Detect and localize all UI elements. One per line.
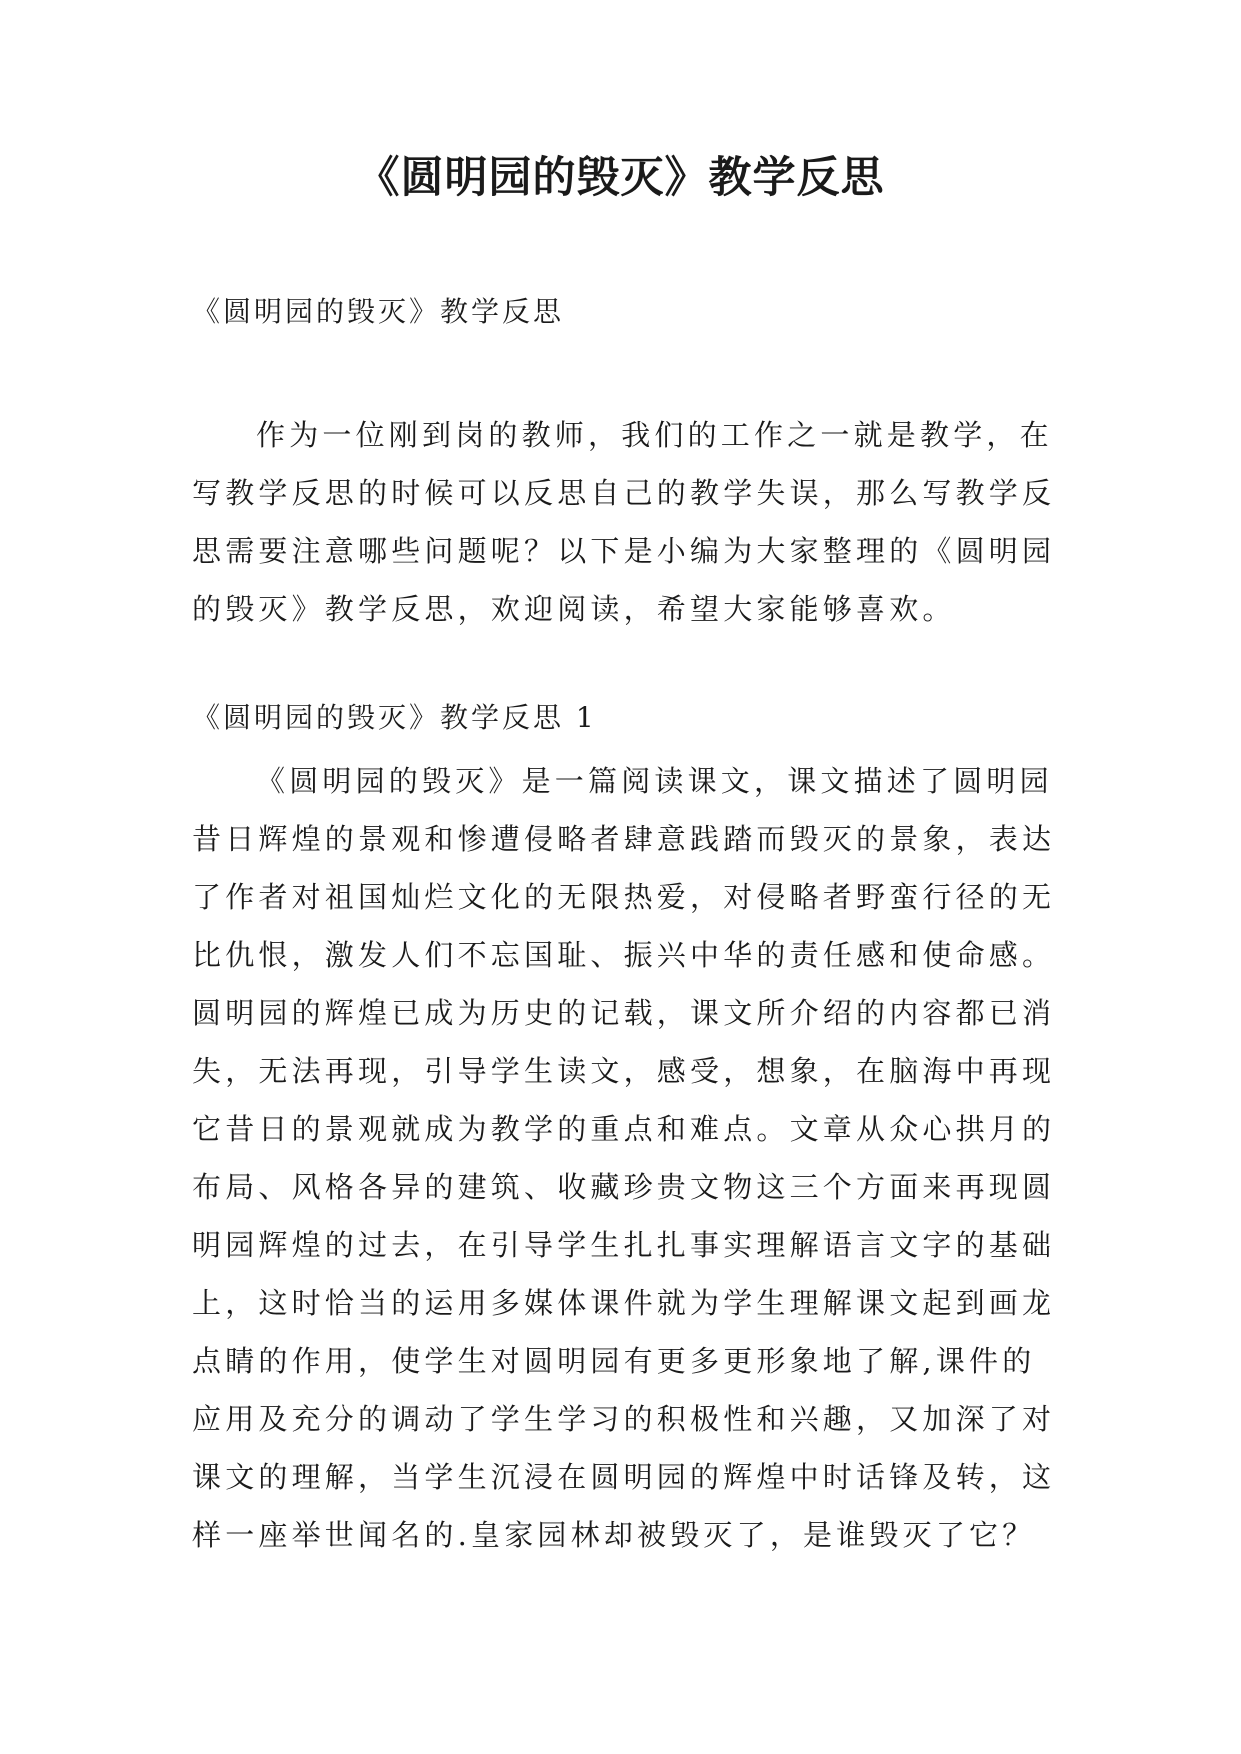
body-line: 课文的理解，当学生沉浸在圆明园的辉煌中时话锋及转，这	[192, 1460, 1056, 1494]
body-line: 圆明园的辉煌已成为历史的记载，课文所介绍的内容都已消	[192, 996, 1056, 1030]
intro-line: 的毁灭》教学反思，欢迎阅读，希望大家能够喜欢。	[192, 592, 956, 626]
body-line: 布局、风格各异的建筑、收藏珍贵文物这三个方面来再现圆	[192, 1170, 1056, 1204]
section-heading: 《圆明园的毁灭》教学反思 1	[192, 701, 597, 734]
body-line: 《圆明园的毁灭》是一篇阅读课文，课文描述了圆明园	[256, 764, 1053, 798]
body-line: 样一座举世闻名的.皇家园林却被毁灭了，是谁毁灭了它？	[192, 1518, 1036, 1552]
body-line: 昔日辉煌的景观和惨遭侵略者肆意践踏而毁灭的景象，表达	[192, 822, 1056, 856]
body-line: 它昔日的景观就成为教学的重点和难点。文章从众心拱月的	[192, 1112, 1056, 1146]
document-title: 《圆明园的毁灭》教学反思	[356, 153, 885, 203]
body-line: 比仇恨，激发人们不忘国耻、振兴中华的责任感和使命感。	[192, 938, 1056, 972]
intro-line: 思需要注意哪些问题呢？以下是小编为大家整理的《圆明园	[192, 534, 1056, 568]
body-paragraph	[192, 752, 1072, 1564]
body-line: 点睛的作用，使学生对圆明园有更多更形象地了解,课件的	[192, 1344, 1036, 1378]
body-line: 应用及充分的调动了学生学习的积极性和兴趣，又加深了对	[192, 1402, 1056, 1436]
body-line: 上，这时恰当的运用多媒体课件就为学生理解课文起到画龙	[192, 1286, 1056, 1320]
document-subtitle: 《圆明园的毁灭》教学反思	[192, 295, 565, 328]
body-line: 明园辉煌的过去，在引导学生扎扎事实理解语言文字的基础	[192, 1228, 1056, 1262]
body-line: 失，无法再现，引导学生读文，感受，想象，在脑海中再现	[192, 1054, 1056, 1088]
body-line: 了作者对祖国灿烂文化的无限热爱，对侵略者野蛮行径的无	[192, 880, 1056, 914]
intro-paragraph	[192, 406, 1056, 638]
intro-line: 写教学反思的时候可以反思自己的教学失误，那么写教学反	[192, 476, 1056, 510]
intro-line: 作为一位刚到岗的教师，我们的工作之一就是教学，在	[256, 418, 1053, 452]
